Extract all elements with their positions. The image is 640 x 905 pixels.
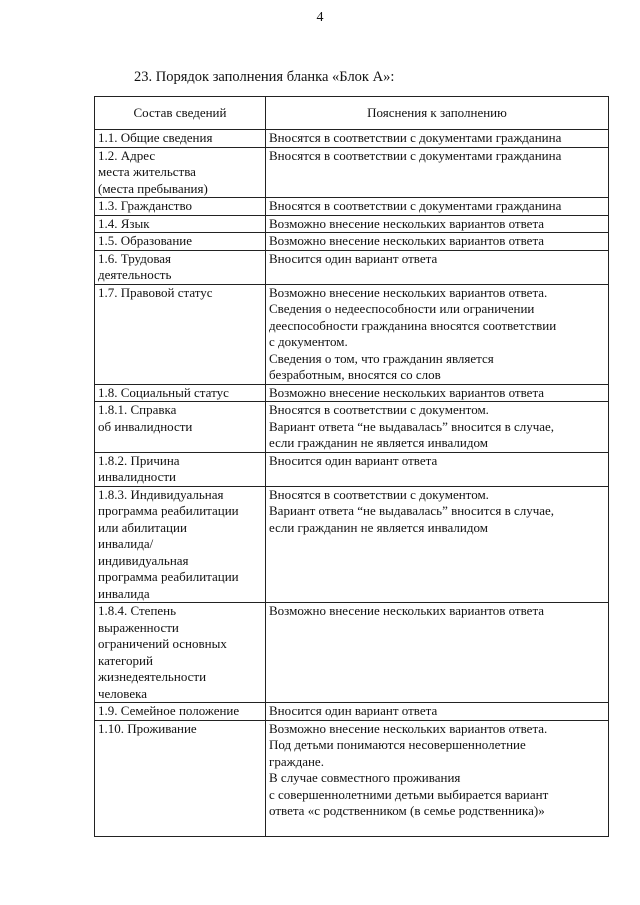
instruction-line: ответа «с родственником (в семье родственника)» [269,803,545,818]
instruction-line: Вносятся в соответствии с документами гражданина [269,130,562,145]
table-row [95,402,609,453]
instruction-line: Сведения о недееспособности или ограничении [269,301,535,316]
field-name-line: 1.4. Язык [98,215,150,231]
field-name-line: 1.2. Адрес [98,147,156,163]
instruction-line: Возможно внесение нескольких вариантов ответа [269,384,545,400]
column-header-explanation: Пояснения к заполнению [266,97,609,130]
field-name-line: об инвалидности [98,418,193,434]
instruction-line: дееспособности гражданина вносятся соответствии [269,317,557,333]
row-field-name [95,284,266,384]
row-field-name [95,147,266,198]
instruction-line: Вариант ответа “не выдавалась” вносится в случае, [269,503,555,518]
row-fill-instruction [266,452,609,486]
instruction-line: Возможно внесение нескольких вариантов ответа [269,233,545,248]
instruction-line: Вносятся в соответствии с документом. [269,486,489,502]
row-fill-instruction [266,384,609,402]
instruction-line: если гражданин не является инвалидом [269,435,488,450]
field-name-line: 1.6. Трудовая [98,250,172,266]
row-field-name [95,486,266,603]
field-name-line: программа реабилитации [98,503,239,518]
row-field-name [95,250,266,284]
table-row [95,703,609,721]
field-name-line: места жительства [98,164,196,179]
field-name-line: индивидуальная [98,552,189,568]
row-fill-instruction [266,250,609,284]
row-fill-instruction [266,603,609,703]
table-body [95,130,609,837]
table-row [95,384,609,402]
row-fill-instruction [266,130,609,148]
table-row [95,284,609,384]
field-name-line: 1.8.3. Индивидуальная [98,486,224,502]
row-fill-instruction [266,720,609,836]
row-fill-instruction [266,402,609,453]
table-row [95,603,609,703]
field-name-line: 1.8.4. Степень [98,603,177,618]
row-field-name [95,720,266,836]
instruction-line: Возможно внесение нескольких вариантов ответа [269,603,545,618]
instruction-line: Возможно внесение нескольких вариантов ответа. [269,720,548,736]
instruction-line: с совершеннолетними детьми выбирается вариант [269,786,549,802]
row-field-name [95,198,266,216]
field-name-line: жизнедеятельности [98,669,207,684]
instruction-line: Вносятся в соответствии с документами гражданина [269,198,562,213]
field-name-line: инвалида [98,585,150,601]
row-fill-instruction [266,215,609,233]
instruction-line: Вносится один вариант ответа [269,703,438,718]
field-name-line: деятельность [98,267,172,282]
page-number: 4 [316,10,324,25]
field-name-line: 1.8.2. Причина [98,452,180,468]
field-name-line: 1.9. Семейное положение [98,703,240,718]
table-row [95,130,609,148]
instruction-line: Вносятся в соответствии с документом. [269,402,489,417]
instruction-line: Под детьми понимаются несовершеннолетние [269,737,526,752]
row-field-name [95,384,266,402]
field-name-line: 1.5. Образование [98,233,193,248]
field-name-line: ограничений основных [98,636,227,651]
row-field-name [95,215,266,233]
instruction-line: если гражданин не является инвалидом [269,519,488,535]
field-name-line: 1.10. Проживание [98,720,197,736]
table-row [95,720,609,836]
instruction-line: Возможно внесение нескольких вариантов ответа. [269,284,548,300]
table-header-row [95,97,609,130]
instruction-line: В случае совместного проживания [269,770,461,785]
table-row [95,486,609,603]
field-name-line: (места пребывания) [98,180,208,196]
instruction-line: Возможно внесение нескольких вариантов ответа [269,215,545,231]
row-fill-instruction [266,703,609,721]
instruction-line: с документом. [269,334,348,349]
instruction-line: Вариант ответа “не выдавалась” вносится в случае, [269,418,555,434]
row-field-name [95,233,266,251]
field-name-line: выраженности [98,619,179,635]
field-name-line: 1.7. Правовой статус [98,284,213,300]
field-name-line: программа реабилитации [98,569,239,584]
row-fill-instruction [266,486,609,603]
row-field-name [95,130,266,148]
field-name-line: инвалидности [98,469,177,484]
row-fill-instruction [266,284,609,384]
table-row [95,452,609,486]
field-name-line: 1.1. Общие сведения [98,130,213,145]
row-fill-instruction [266,233,609,251]
row-fill-instruction [266,198,609,216]
instruction-line: безработным, вносятся со слов [269,367,441,382]
table-row [95,233,609,251]
field-name-line: категорий [98,652,153,668]
instruction-line: Сведения о том, что гражданин является [269,350,494,366]
row-field-name [95,703,266,721]
table-row [95,147,609,198]
field-name-line: 1.3. Гражданство [98,198,193,213]
field-name-line: или абилитации [98,519,187,535]
instruction-line: Вносится один вариант ответа [269,452,438,468]
field-name-line: 1.8.1. Справка [98,402,177,417]
instruction-line: Вносятся в соответствии с документами гражданина [269,147,562,163]
section-heading: 23. Порядок заполнения бланка «Блок А»: [134,69,395,85]
field-name-line: инвалида/ [98,536,154,551]
column-header-composition: Состав сведений [95,97,266,130]
form-instructions-table [94,96,609,837]
instruction-line: граждане. [269,753,324,769]
row-fill-instruction [266,147,609,198]
instruction-line: Вносится один вариант ответа [269,250,438,266]
table-row [95,250,609,284]
row-field-name [95,452,266,486]
table-row [95,198,609,216]
field-name-line: человека [98,685,148,701]
field-name-line: 1.8. Социальный статус [98,384,229,400]
table-row [95,215,609,233]
row-field-name [95,603,266,703]
row-field-name [95,402,266,453]
